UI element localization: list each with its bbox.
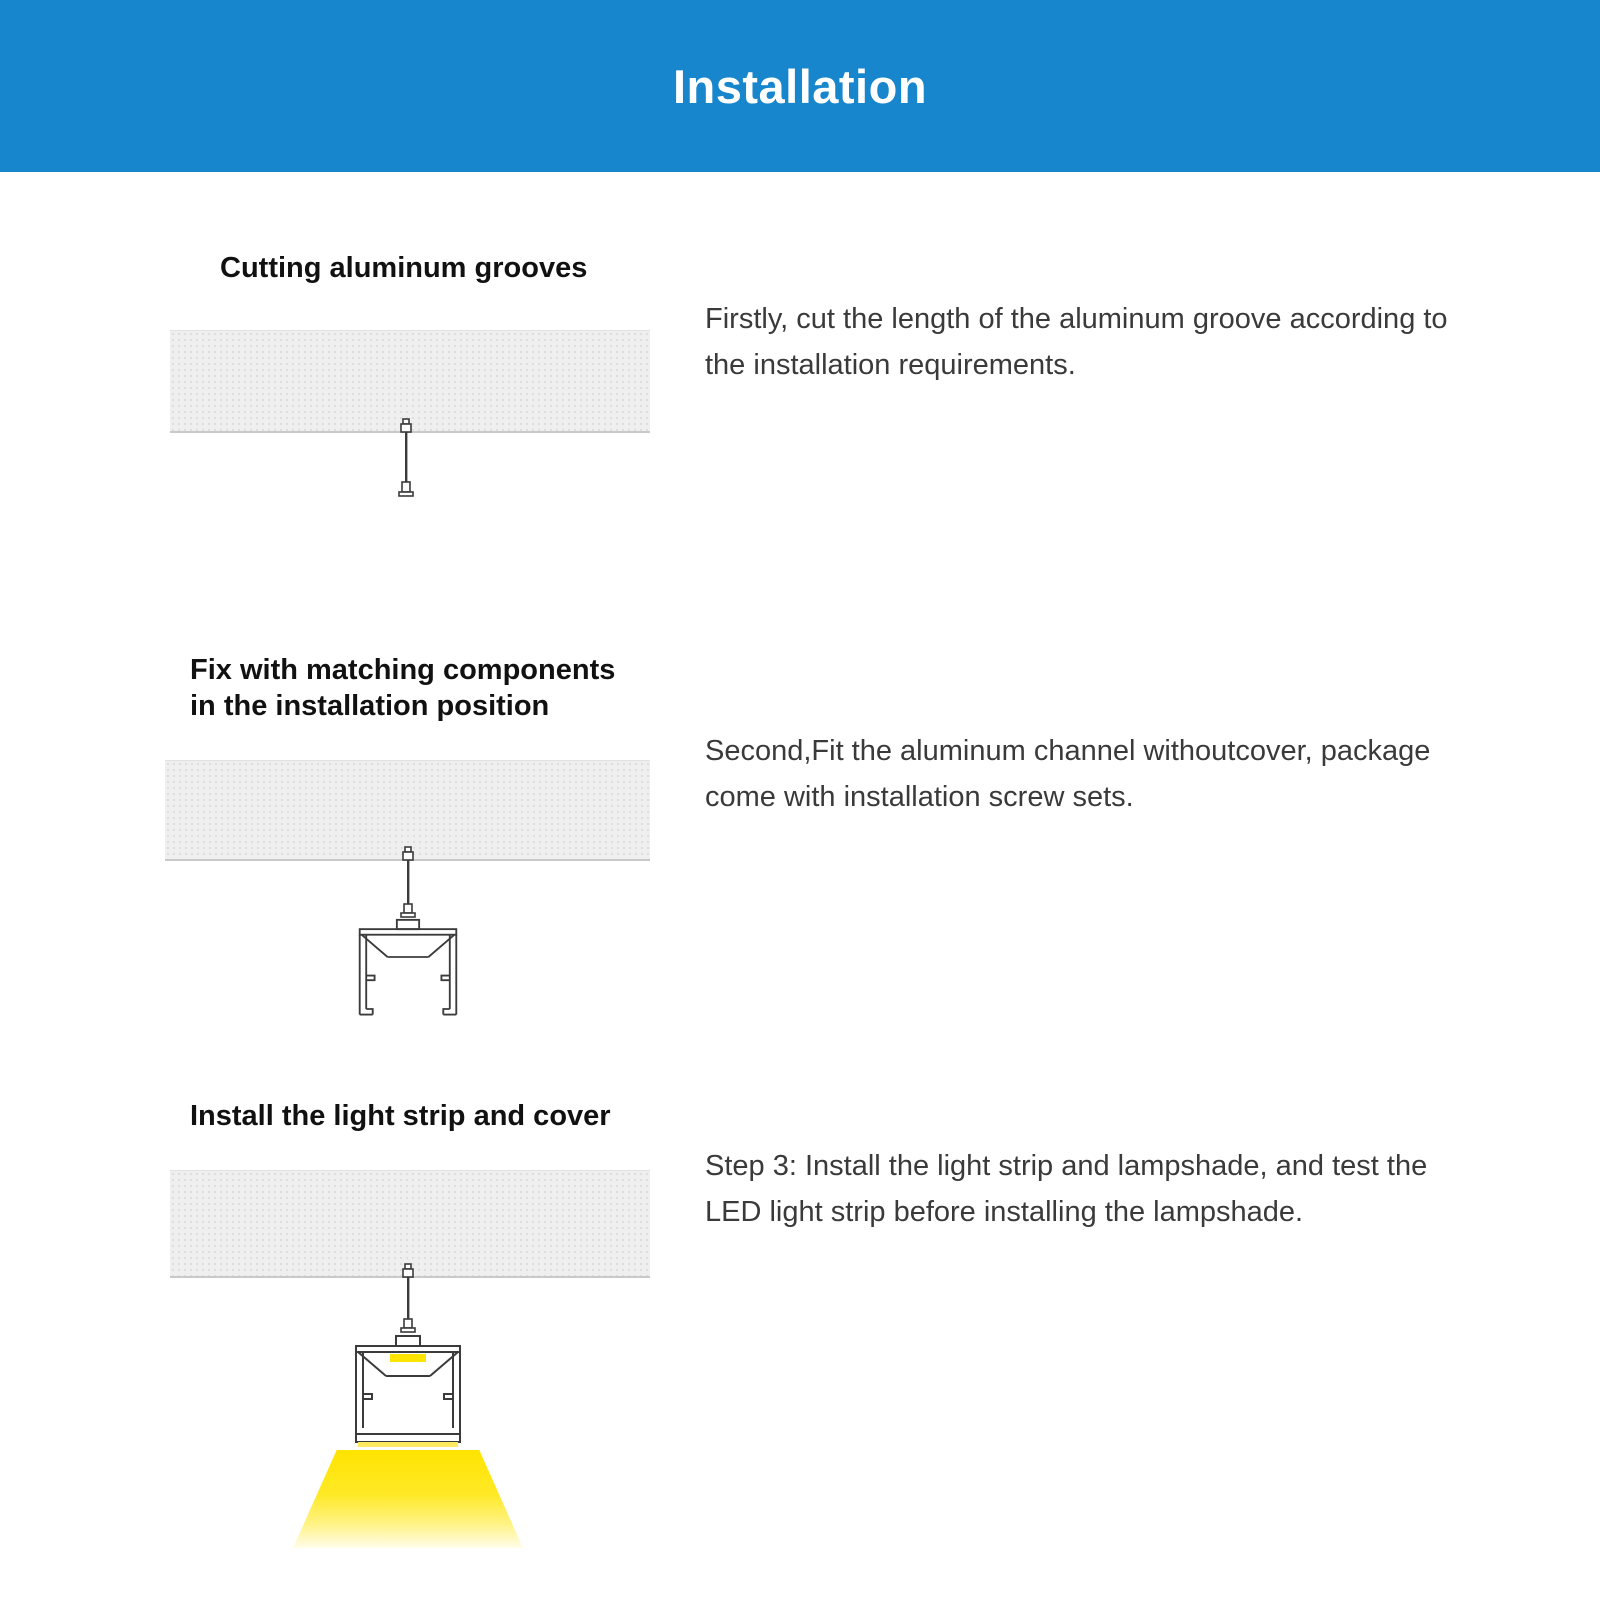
section3-light-beam (293, 1450, 523, 1548)
section2-hanging-screw-icon (395, 846, 421, 924)
section3-body-text: Step 3: Install the light strip and lampshade, and test the LED light strip before installing the lampshade. (705, 1150, 1428, 1228)
section2-heading-line1: Fix with matching components (190, 654, 616, 686)
page-title: Installation (672, 59, 928, 113)
hanging-screw-shape (401, 847, 415, 917)
section3-hanging-screw-icon (395, 1263, 421, 1339)
header-banner (0, 0, 1600, 172)
aluminum-channel-with-led-strip (356, 1336, 460, 1447)
section2-heading-line2: in the installation position (190, 690, 550, 722)
section1-heading-line1: Cutting aluminum grooves (220, 252, 588, 284)
section2-body-text: Second,Fit the aluminum channel withoutcover, package come with installation screw sets. (705, 735, 1431, 813)
hanging-screw-shape (399, 419, 413, 496)
section1-body-text: Firstly, cut the length of the aluminum groove according to the installation requirements. (705, 303, 1448, 381)
section2-heading (190, 652, 615, 724)
aluminum-channel-cross-section (360, 920, 457, 1015)
section3-heading-line1: Install the light strip and cover (190, 1100, 611, 1132)
section2-aluminum-channel-icon (352, 918, 464, 1022)
hanging-screw-shape (401, 1264, 415, 1332)
section3-channel-with-light-icon (346, 1334, 470, 1450)
section3-ceiling-diagram (170, 1170, 650, 1278)
section1-heading (220, 250, 587, 286)
section1-hanging-screw-icon (393, 418, 419, 504)
section3-heading (190, 1098, 611, 1134)
